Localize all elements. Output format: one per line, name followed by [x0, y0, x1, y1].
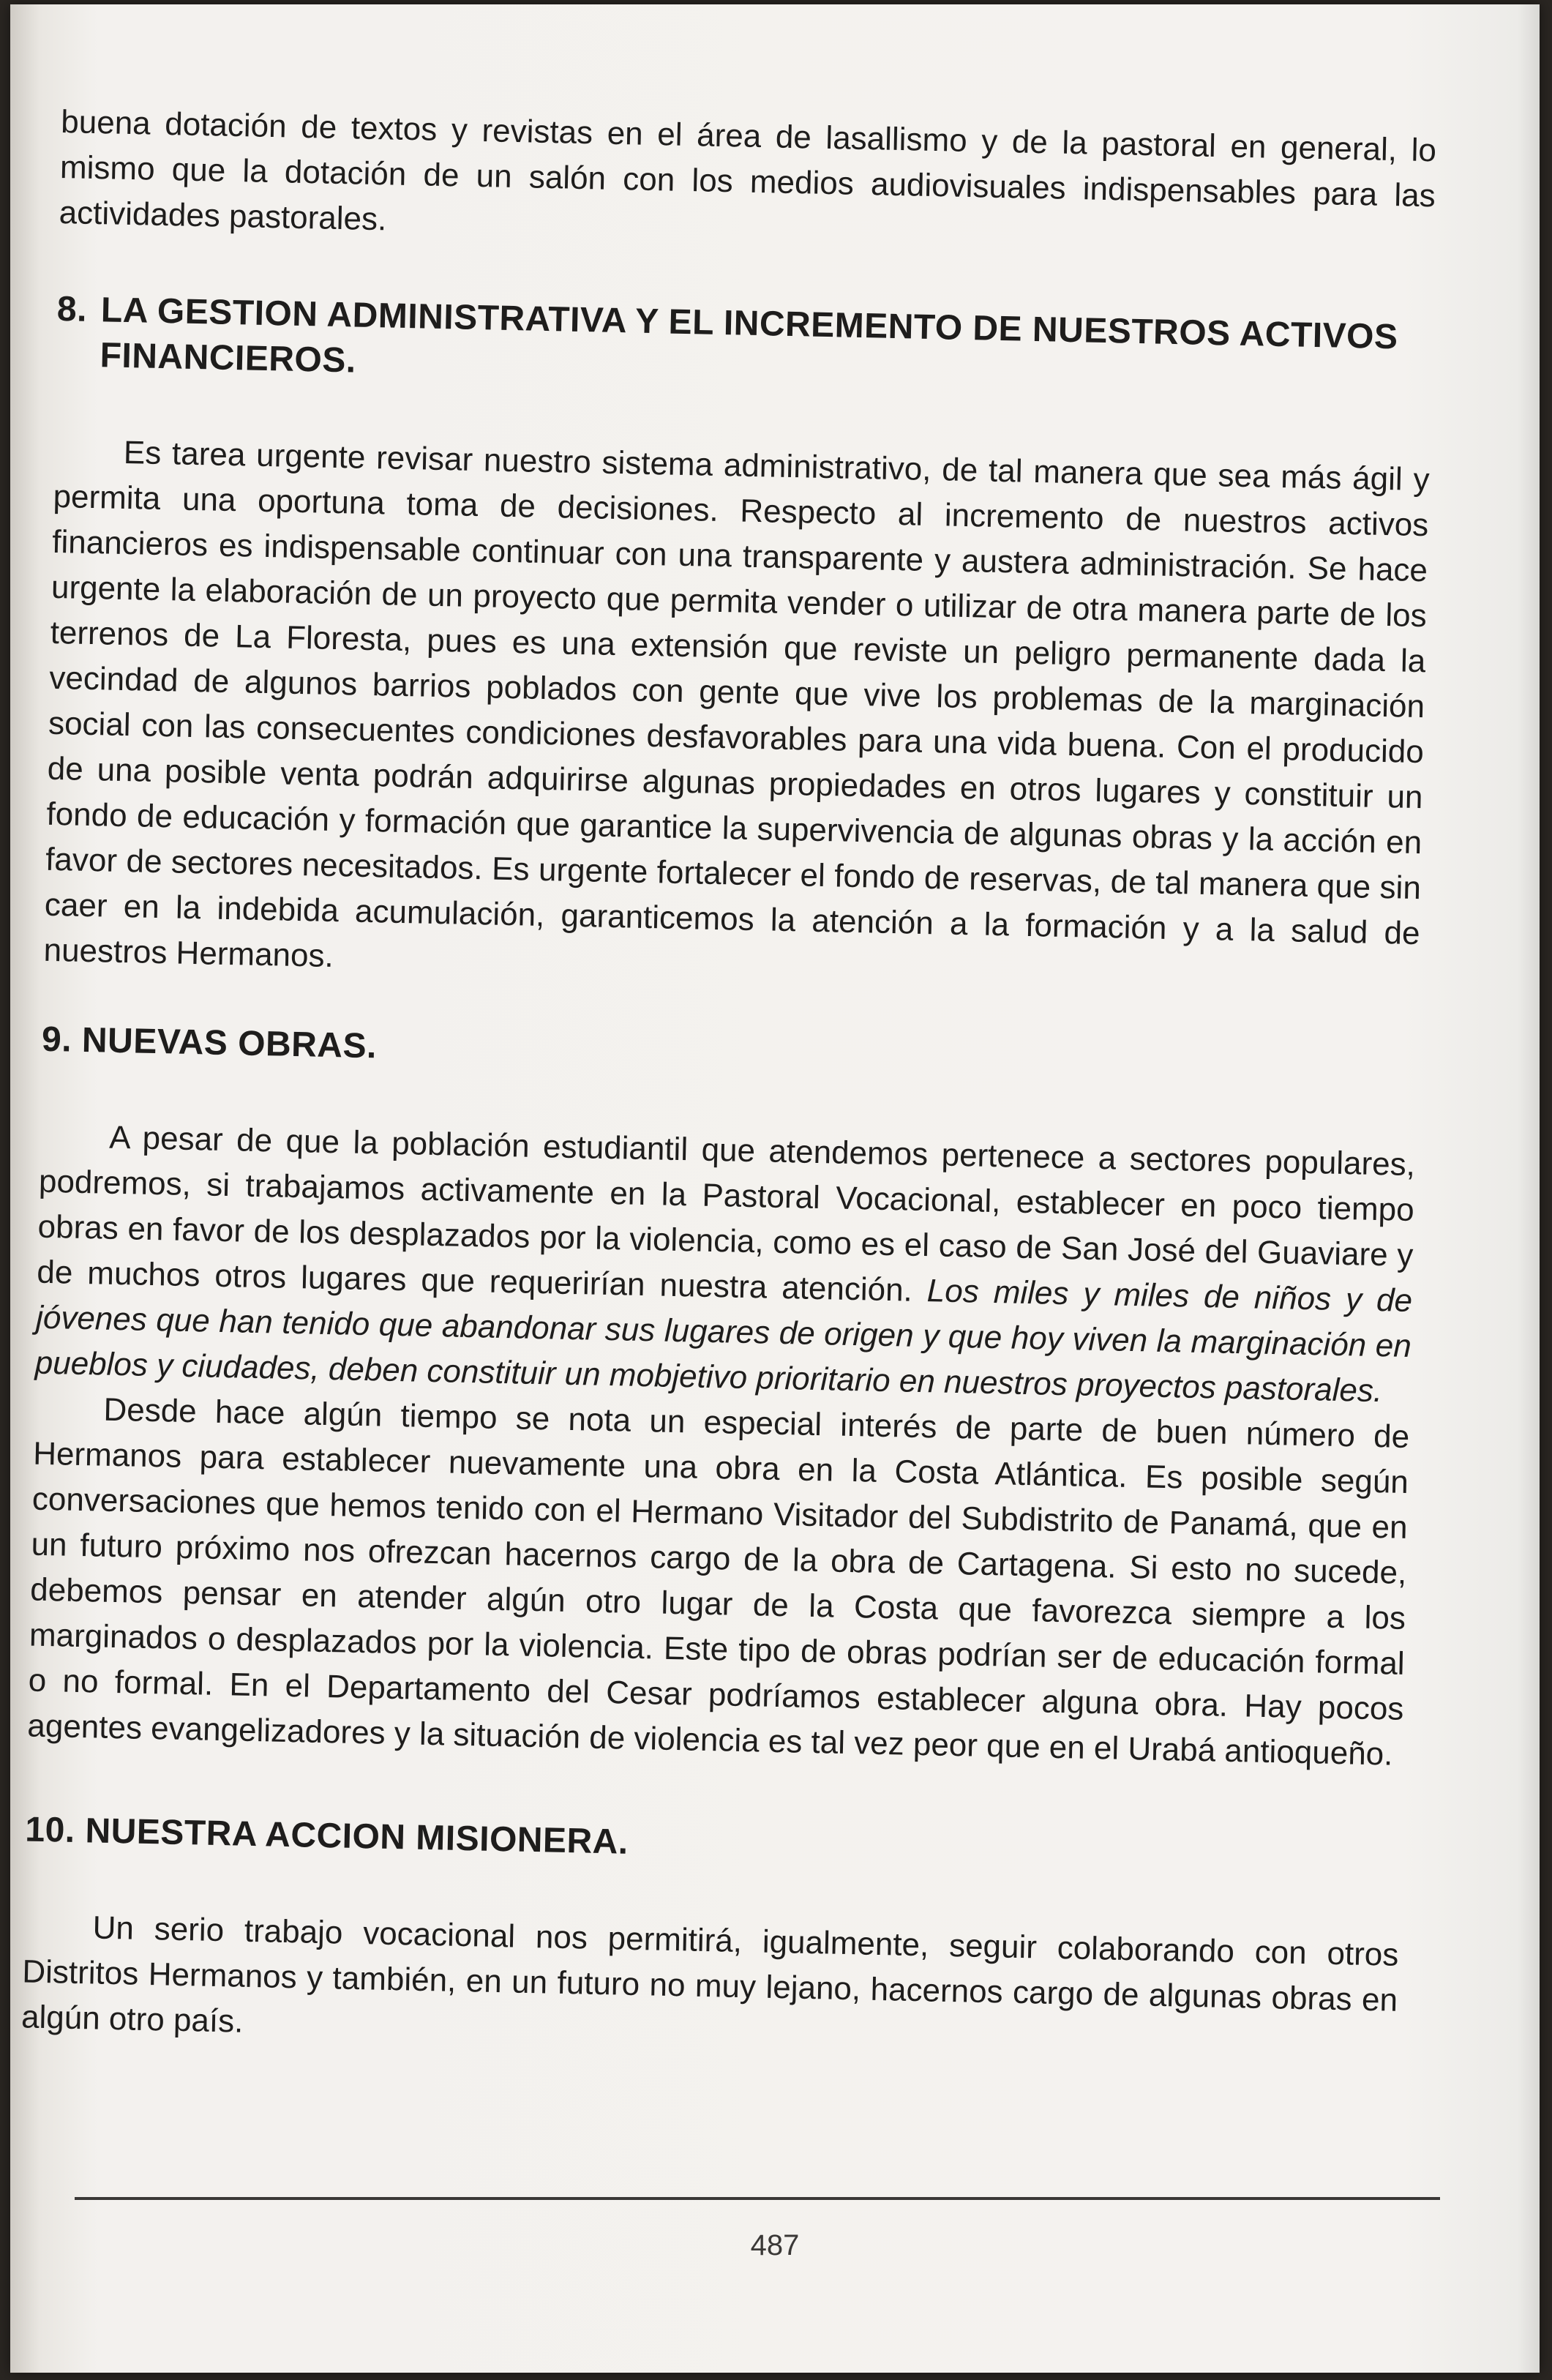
page-content [20, 100, 1436, 2069]
section-8-heading [56, 287, 1433, 406]
section-9-paragraph-2: Desde hace algún tiempo se nota un especial interés de parte de buen número de Hermanos para establecer nuevamente una obra en la Costa Atlántica. Es posible según conversaciones que hemos tenido con el Hermano Visitador del Subdistrito de Panamá, que en un futuro próximo nos ofrezcan hacernos cargo de la obra de Cartagena. Si esto no sucede, debemos pensar en atender algún otro lugar de la Costa que favorezca siempre a los marginados o desplazados por la violencia. Este tipo de obras podrían ser de educación formal o no formal. En el Departamento del Cesar podríamos establecer alguna obra. Hay pocos agentes evangelizadores y la situación de violencia es tal vez peor que en el Urabá antioqueño. [26, 1391, 1410, 1773]
section-10-heading: 10. NUESTRA ACCION MISIONERA. [24, 1810, 629, 1862]
section-9-paragraph-1 [34, 1114, 1415, 1415]
section-8-title: LA GESTION ADMINISTRATIVA Y EL INCREMENTO DE NUESTROS ACTIVOS FINANCIEROS. [100, 291, 1399, 381]
section-8-number: 8. [56, 289, 88, 329]
section-9-paragraph-1-italic: Los miles y miles de niños y de jóvenes que han tenido que abandonar sus lugares de origen y que hoy viven la marginación en pueblos y ciudades, deben constituir un mobjetivo prioritario en nuestros proyectos pastorales. [34, 1273, 1413, 1410]
section-9-paragraph-1-text: A pesar de que la población estudiantil que atendemos pertenece a sectores populares, podremos, si trabajamos activamente en la Pastoral Vocacional, establecer en poco tiempo obras en favor de los desplazados por la violencia, como es el caso de San José del Guaviare y de muchos otros lugares que requerirían nuestra atención. [36, 1119, 1416, 1309]
book-page [10, 4, 1540, 2373]
page-number: 487 [750, 2229, 800, 2261]
section-10-paragraph: Un serio trabajo vocacional nos permitirá, igualmente, seguir colaborando con otros Distritos Hermanos y también, en un futuro no muy lejano, hacernos cargo de algunas obras en algún otro país. [20, 1909, 1399, 2040]
intro-paragraph: buena dotación de textos y revistas en el área de lasallismo y de la pastoral en general, lo mismo que la dotación de un salón con los medios audiovisuales indispensables para las actividades pastorales. [59, 103, 1437, 238]
section-9-heading: 9. NUEVAS OBRAS. [41, 1019, 378, 1066]
section-8-paragraph: Es tarea urgente revisar nuestro sistema administrativo, de tal manera que sea más ágil y permita una oportuna toma de decisiones. Respecto al incremento de nuestros activos financieros es indispensable continuar con una transparente y austera administración. Se hace urgente la elaboración de un proyecto que permita vender o utilizar de otra manera parte de los terrenos de La Floresta, pues es una extensión que reviste un peligro permanente dada la vecindad de algunos barrios poblados con gente que vive los problemas de la marginación social con las consecuentes condiciones desfavorables para una vida buena. Con el producido de una posible venta podrán adquirirse algunas propiedades en otros lugares y constituir un fondo de educación y formación que garantice la supervivencia de algunas obras y la acción en favor de sectores necesitados. Es urgente fortalecer el fondo de reservas, de tal manera que sin caer en la indebida acumulación, garanticemos la atención a la formación y a la salud de nuestros Hermanos. [43, 434, 1431, 975]
footer-rule [75, 2197, 1440, 2200]
